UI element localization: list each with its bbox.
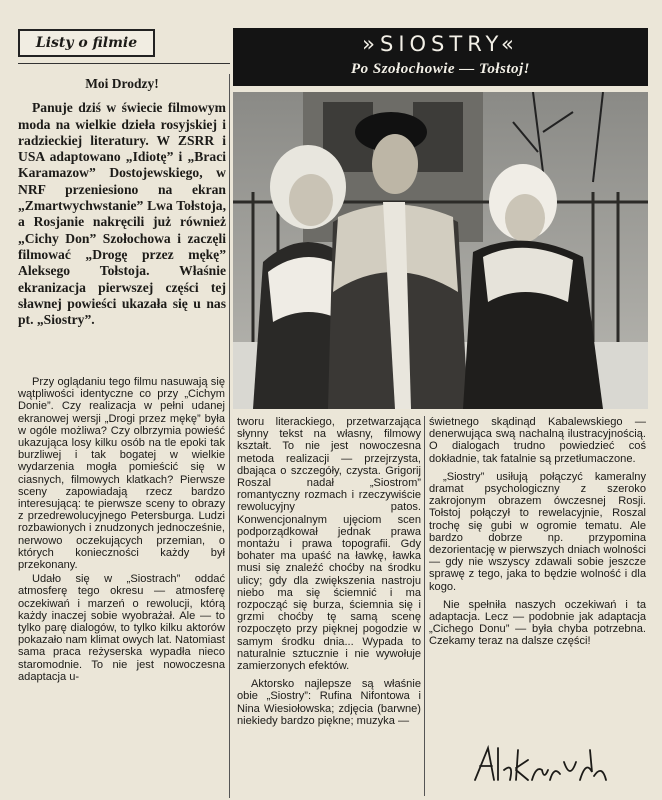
rubric-label: Listy o filmie: [18, 29, 155, 57]
column-divider: [424, 416, 425, 796]
paragraph: Aktorsko najlepsze są właśnie obie „Siostry”: Rufina Nifontowa i Nina Wiesiołowska; zdjęcia (barwne) niekiedy bardzo piękne; muzyka —: [237, 678, 421, 727]
column-a: [18, 376, 225, 685]
header-rule: [18, 63, 230, 64]
paragraph: „Siostry” usiłują połączyć kameralny dramat psychologiczny z szeroko zakrojonym obrazem ówczesnej Rosji. Tołstoj połączył to rewelacyjnie, Roszal trochę się gubi w ogromie tematu. Ale bardzo dobrze np. przypomina dezorientację w pierwszych dniach wolności — gdy nie wszyscy zdawali sobie jeszcze sprawę z tego, jaka to będzie wolność i dla kogo.: [429, 470, 646, 593]
paragraph: tworu literackiego, przetwarzająca słynny tekst na własny, filmowy kształt. To nie jest nowoczesna metoda realizacji — przejrzysta, dbająca o szczegóły, czysta. Grigorij Roszal nadał „Siostrom” romantyczny rozmach i rzeczywiście rewolucyjny patos. Konwencjonalnym ujęciom scen podporządkował jednak prawa montażu i prawa topografii. Gdy bohater ma upaść na ławkę, ławka musi się znaleźć choćby na środku ulicy; gdy dla zwiększenia nastroju niebo ma się ściemnić i ma rozpocząć się burza, ściemnia się i grzmi choćby tę samą scenę rozpoczęto przy pięknej pogodzie w samym środku dnia... Wypada to naturalnie sztucznie i nie wywołuje zamierzonych efektów.: [237, 416, 421, 673]
author-signature: [470, 740, 610, 790]
article-subtitle: Po Szołochowie — Tołstoj!: [350, 61, 531, 77]
lead-column: [18, 74, 226, 328]
title-band: [233, 28, 648, 86]
paragraph: Nie spełniła naszych oczekiwań i ta adaptacja. Lecz — podobnie jak adaptacja „Cichego Donu” — była chyba potrzebna. Czekamy teraz na dalsze części!: [429, 598, 646, 648]
paragraph: świetnego skądinąd Kabalewskiego — denerwująca swą nachalną ilustracyjnością. O dialogach trudno powiedzieć coś dokładnie, tak fatalnie są przetłumaczone.: [429, 416, 646, 465]
column-c: [429, 416, 646, 654]
film-still-photo: [233, 92, 648, 409]
paragraph: Udało się w „Siostrach” oddać atmosferę tego okresu — atmosferę oczekiwań i marzeń o rewolucji, którą każdy inaczej sobie wyobrażał. Ale — to tylko parę dialogów, to tylko kilku aktorów pokazało nam klimat owych lat. Natomiast sama praca reżyserska wypadła nieco staromodnie. To nie jest nowoczesna adaptacja u-: [18, 573, 225, 683]
paragraph: Przy oglądaniu tego filmu nasuwają się wątpliwości identyczne co przy „Cichym Donie”. Czy realizacja w pełni udanej ekranowej wersji „Drogi przez mękę” była w ogóle możliwa? Czy olbrzymia powieść ukazująca losy kilku osób na tle epoki tak burzliwej i tak bogatej w wielkie wydarzenia mogła pomieścić się w ciasnych, filmowych klatkach? Pierwsze sceny zapowiadają rzecz bardzo interesującą: te pierwsze sceny to obrazy z przedrewolucyjnego Petersburga. Ludzi rozbawionych i znudzonych jednocześnie, nerwowo oczekujących przemian, o których konieczności każdy był przekonany.: [18, 376, 225, 572]
lead-paragraph: Panuje dziś w świecie filmowym moda na wielkie dzieła rosyjskiej i radzieckiej literatury. W ZSRR i USA adaptowano „Idiotę” i „Braci Karamazow” Dostojewskiego, w NRF przeniesiono na ekran „Zmartwychwstanie” Lwa Tołstoja, a Rosjanie nakręcili już również „Cichy Don” Szołochowa i zaczęli filmować „Drogę przez mękę” Aleksego Tołstoja. Właśnie ekranizacja pierwszej części tej sławnej powieści ukazała się u nas pt. „Siostry”.: [18, 100, 226, 328]
salutation: Moi Drodzy!: [85, 76, 159, 91]
column-b: [237, 416, 421, 733]
film-still-illustration: [233, 92, 648, 409]
column-divider: [229, 74, 230, 798]
article-title: »SIOSTRY«: [362, 32, 519, 56]
